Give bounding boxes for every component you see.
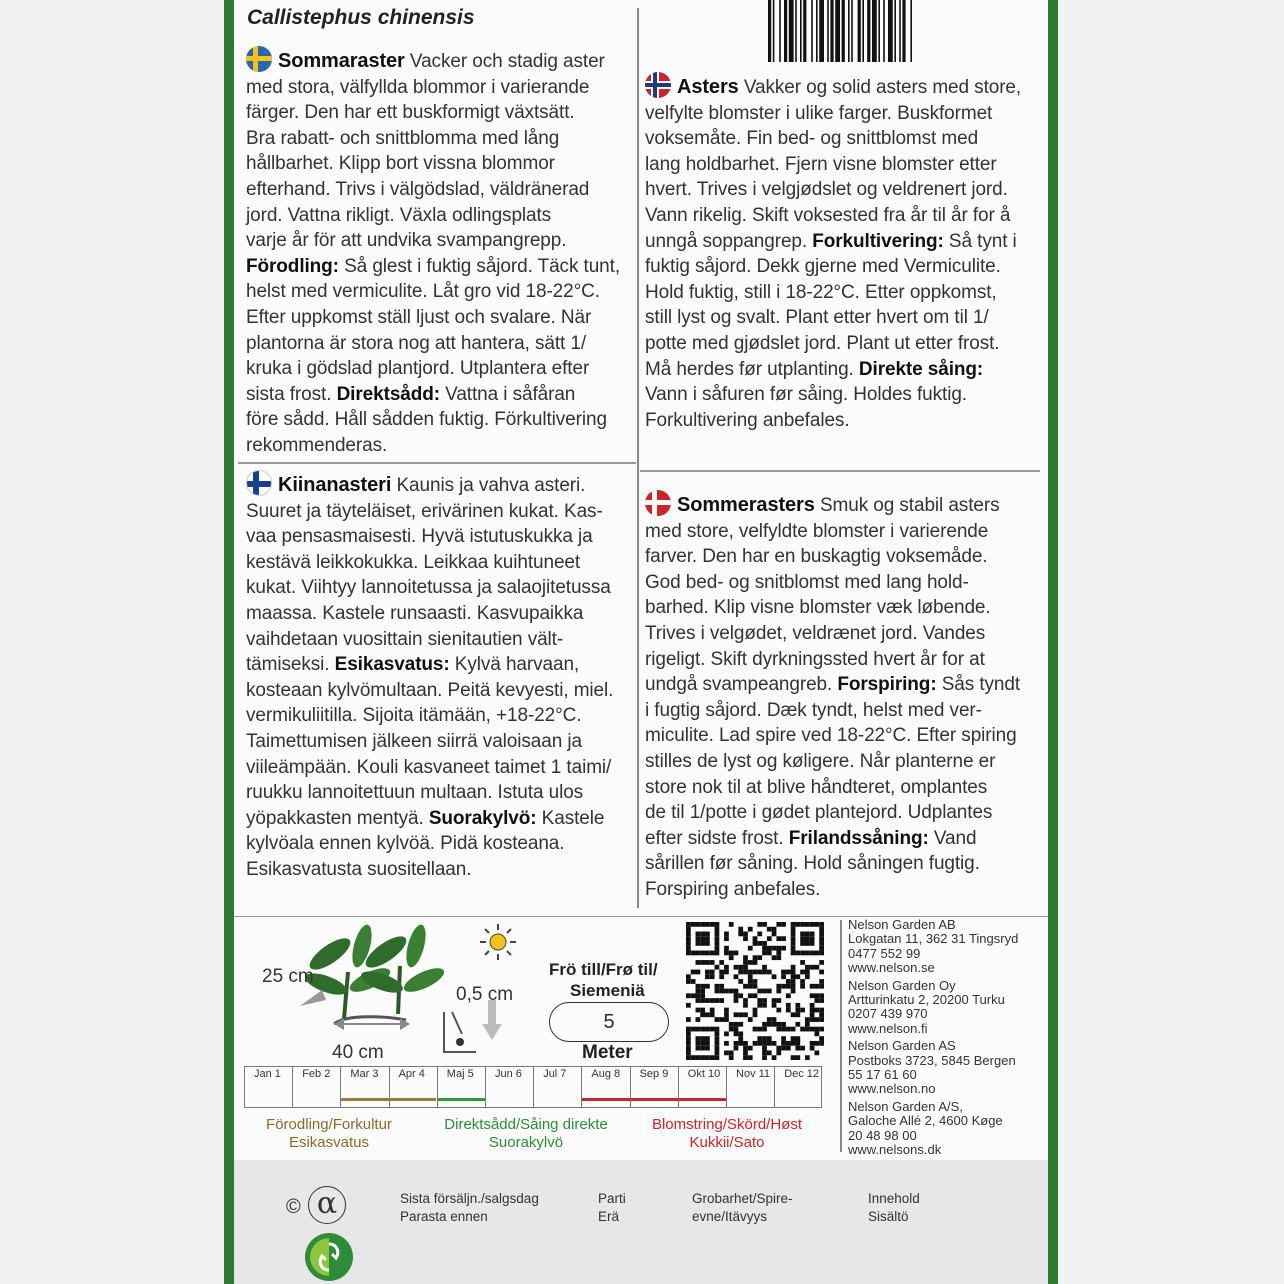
- company-website: www.nelsons.dk: [848, 1142, 942, 1158]
- footer-text: Sista försäljn./salgsdag: [400, 1191, 539, 1206]
- calendar-month: Sep 9: [639, 1068, 669, 1080]
- text-line: velfylte blomster i ulike farger. Buskformet: [645, 102, 993, 124]
- germination-label: [692, 1190, 793, 1226]
- calendar-separator: [581, 1066, 582, 1108]
- company-phone: 55 17 61 60: [848, 1067, 917, 1083]
- text-line: Så tynt i: [943, 230, 1017, 252]
- address-block: [848, 918, 1018, 976]
- text-line: yöpakkasten mentyä.: [246, 807, 429, 829]
- text-line: helst med vermiculite. Låt gro vid 18-22°C.: [246, 281, 600, 303]
- norwegian-flag-icon: [645, 72, 671, 98]
- text-line: i fugtig såjord. Dæk tyndt, helst med ver-: [645, 699, 982, 721]
- text-line: maassa. Kastele runsaasti. Kasvupaikka: [246, 602, 584, 624]
- section-title: Kiinanasteri: [278, 474, 392, 496]
- text-line: Forspiring anbefales.: [645, 878, 821, 900]
- sowing-depth-label: 0,5 cm: [456, 984, 514, 1005]
- text-line: de til 1/potte i gødet plantejord. Udplantes: [645, 802, 993, 824]
- calendar-month: Jun 6: [495, 1068, 522, 1080]
- section-title: Sommerasters: [677, 494, 815, 516]
- text-line: Hold fuktig, still i 18-22°C. Etter oppkomst,: [645, 281, 997, 303]
- sun-icon: [478, 922, 518, 962]
- section-title: Sommaraster: [278, 50, 405, 72]
- company-phone: 20 48 98 00: [848, 1127, 917, 1143]
- subheading: Forkultivering:: [812, 230, 944, 252]
- section-title: Asters: [677, 76, 739, 98]
- company-address: Artturinkatu 2, 20200 Turku: [848, 992, 1005, 1008]
- text-line: hvert. Trives i velgjødslet og veldrenert jord.: [645, 179, 1008, 201]
- calendar-month: Jan 1: [254, 1068, 281, 1080]
- text-line: före sådd. Håll sådden fuktig. Förkultivering: [246, 409, 607, 431]
- text-line: ruukku lannoitettuun multaan. Istuta ulos: [246, 782, 584, 804]
- text-line: rekommenderas.: [246, 434, 388, 456]
- text-line: Sås tyndt: [936, 674, 1021, 696]
- text-line: miculite. Lad spire ved 18-22°C. Efter spiring: [645, 725, 1017, 747]
- packet-footer: [234, 1160, 1048, 1284]
- section-divider-left: [238, 462, 636, 464]
- seed-unit-label: Meter: [582, 1042, 633, 1063]
- company-website: www.nelson.no: [848, 1081, 936, 1097]
- text-line: Trives i velgødet, veldrænet jord. Vandes: [645, 622, 986, 644]
- text-line: med store, velfyldte blomster i varierende: [645, 520, 989, 542]
- text-line: voksemåte. Fin bed- og snittblomst med: [645, 128, 979, 150]
- text-line: Efter uppkomst ställ ljust och svalare. När: [246, 306, 592, 328]
- footer-text: Erä: [598, 1209, 620, 1224]
- subheading: Frilandssåning:: [788, 827, 929, 849]
- text-line: efterhand. Trivs i välgödslad, väldränerad: [246, 178, 590, 200]
- calendar-separator: [678, 1066, 679, 1108]
- legend-indoor: [246, 1116, 412, 1152]
- text-line: fuktig såjord. Dekk gjerne med Vermiculite.: [645, 256, 1001, 278]
- address-block: [848, 1039, 1018, 1097]
- text-line: viileämpään. Kouli kasvaneet taimet 1 taimi/: [246, 756, 612, 778]
- text-line: efter sidste frost.: [645, 827, 789, 849]
- company-name: Nelson Garden AB: [848, 917, 956, 932]
- plant-height-label: 25 cm: [262, 966, 314, 987]
- swedish-flag-icon: [246, 46, 272, 72]
- calendar-separator: [726, 1066, 727, 1108]
- section-finnish: [246, 470, 638, 883]
- address-list: [848, 918, 1018, 1158]
- lot-label: [598, 1190, 626, 1226]
- sowing-calendar: [244, 1066, 824, 1110]
- section-norwegian: [645, 72, 1045, 433]
- text-line: Bra rabatt- och snittblomma med lång: [246, 127, 560, 149]
- green-dot-recycling-icon: [304, 1232, 354, 1282]
- calendar-separator: [485, 1066, 486, 1108]
- text-line: Kaunis ja vahva asteri.: [391, 475, 586, 496]
- legend-text: Förodling/Forkultur: [266, 1116, 392, 1133]
- text-line: Taimettumisen jälkeen siirrä valoisaan ja: [246, 730, 582, 752]
- text-line: Forkultivering anbefales.: [645, 409, 850, 431]
- company-address: Lokgatan 11, 362 31 Tingsryd: [848, 931, 1019, 947]
- text-line: Vann rikelig. Skift voksested fra år til år for å: [645, 204, 1011, 226]
- company-address: Galoche Allé 2, 4600 Køge: [848, 1113, 1003, 1129]
- subheading: Direkte såing:: [858, 358, 984, 380]
- calendar-separator: [774, 1066, 775, 1108]
- text-line: undgå svampeangreb.: [645, 674, 838, 696]
- calendar-month: Maj 5: [446, 1068, 474, 1080]
- text-line: potte med gjødslet jord. Plant ut etter frost.: [645, 332, 1000, 354]
- text-line: farver. Den har en buskagtig voksemåde.: [645, 546, 988, 568]
- legend-text: Esikasvatus: [288, 1134, 370, 1151]
- text-line: stilles de lyst og køligere. Når planterne er: [645, 750, 996, 772]
- finnish-flag-icon: [246, 470, 272, 496]
- calendar-month: Mar 3: [350, 1068, 379, 1080]
- text-line: kosteaan kylvömultaan. Peitä kevyesti, miel.: [246, 679, 614, 701]
- text-line: Vacker och stadig aster: [404, 51, 605, 72]
- text-line: plantorna är stora nog att hantera, sätt 1/: [246, 332, 587, 354]
- text-line: store nok til at blive håndteret, omplantes: [645, 776, 988, 798]
- text-line: Må herdes før utplanting.: [645, 358, 859, 380]
- company-website: www.nelson.fi: [848, 1020, 928, 1036]
- danish-flag-icon: [645, 490, 671, 516]
- green-border-right: [1048, 0, 1058, 1284]
- subheading: Förodling:: [246, 255, 339, 277]
- text-line: jord. Vattna rikligt. Växla odlingsplats: [246, 204, 552, 226]
- latin-name: Callistephus chinensis: [247, 6, 475, 29]
- subheading: Direktsådd:: [336, 383, 440, 405]
- company-name: Nelson Garden Oy: [848, 977, 956, 993]
- text-line: lang holdbarhet. Fjern visne blomster etter: [645, 153, 997, 175]
- calendar-separator: [630, 1066, 631, 1108]
- text-line: Vann i såfuren før såing. Holdes fuktig.: [645, 384, 967, 406]
- subheading: Suorakylvö:: [428, 807, 537, 829]
- text-line: varje år för att undvika svampangrepp.: [246, 230, 567, 252]
- footer-text: Innehold: [868, 1191, 920, 1206]
- seed-label-line1: Frö till/Frø til/: [549, 960, 658, 979]
- text-line: vermikuliitilla. Sijoita itämään, +18-22°C.: [246, 705, 582, 727]
- footer-text: evne/Itävyys: [692, 1209, 768, 1224]
- section-swedish: [246, 46, 638, 459]
- text-line: Kastele: [536, 807, 605, 829]
- text-line: kylvöala ennen kylvöä. Pidä kosteana.: [246, 833, 565, 855]
- calendar-separator: [389, 1066, 390, 1108]
- text-line: Vand: [928, 827, 977, 849]
- text-line: Smuk og stabil asters: [814, 495, 1000, 516]
- text-line: rigeligt. Skift dyrkningssted hvert år for at: [645, 648, 985, 670]
- company-phone: 0477 552 99: [848, 945, 921, 961]
- text-line: God bed- og snitblomst med lang hold-: [645, 571, 969, 593]
- subheading: Esikasvatus:: [334, 654, 450, 676]
- footer-text: Sisältö: [868, 1209, 909, 1224]
- text-line: kukat. Viihtyy lannoitetussa ja salaojitetussa: [246, 577, 611, 599]
- calendar-month: Jul 7: [543, 1068, 567, 1080]
- text-line: kestävä leikkokukka. Leikkaa kuihtuneet: [246, 551, 581, 573]
- company-phone: 0207 439 970: [848, 1006, 928, 1022]
- company-name: Nelson Garden A/S,: [848, 1098, 963, 1114]
- legend-text: Direktsådd/Såing direkte: [444, 1116, 608, 1133]
- calendar-month: Okt 10: [687, 1068, 721, 1080]
- text-line: still lyst og svalt. Plant etter hvert om til 1/: [645, 307, 989, 329]
- alpha-logo-icon: α: [308, 1186, 346, 1224]
- calendar-month: Feb 2: [302, 1068, 331, 1080]
- text-line: med stora, välfyllda blommor i varierande: [246, 76, 590, 98]
- footer-text: Parasta ennen: [400, 1209, 488, 1224]
- qr-code-image: [686, 922, 824, 1060]
- calendar-separator: [533, 1066, 534, 1108]
- subheading: Forspiring:: [837, 674, 937, 696]
- calendar-month: Apr 4: [398, 1068, 425, 1080]
- last-sale-label: [400, 1190, 539, 1226]
- seed-label-line2: Siemeniä: [570, 981, 645, 1000]
- text-line: Vattna i såfåran: [440, 383, 576, 405]
- text-line: färger. Den har ett buskformigt växtsätt.: [246, 102, 575, 124]
- legend-text: Blomstring/Skörd/Høst: [651, 1116, 803, 1133]
- company-website: www.nelson.se: [848, 960, 935, 976]
- text-line: unngå soppangrep.: [645, 230, 813, 252]
- text-line: Kylvä harvaan,: [449, 654, 580, 676]
- section-danish: [645, 490, 1045, 903]
- copyright-icon: ©: [286, 1196, 301, 1218]
- seed-amount-badge: 5: [549, 1002, 669, 1042]
- legend-bloom: [634, 1116, 820, 1152]
- calendar-bar-direct: [437, 1098, 485, 1101]
- address-block: [848, 979, 1018, 1037]
- text-line: sårillen før såning. Hold såningen fugtig.: [645, 853, 980, 875]
- legend-direct: [428, 1116, 624, 1152]
- green-border-left: [224, 0, 234, 1284]
- text-line: vaa pensasmaisesti. Hyvä istutuskukka ja: [246, 526, 593, 548]
- barcode-image: [764, 0, 1020, 62]
- contents-label: [868, 1190, 920, 1226]
- text-line: Suuret ja täyteläiset, erivärinen kukat. Kas-: [246, 500, 603, 522]
- legend-text: Suorakylvö: [488, 1134, 564, 1151]
- address-block: [848, 1100, 1018, 1158]
- text-line: Så glest i fuktig såjord. Täck tunt,: [338, 255, 621, 277]
- text-line: Vakker og solid asters med store,: [738, 77, 1022, 98]
- legend-text: Kukkii/Sato: [689, 1134, 765, 1151]
- company-name: Nelson Garden AS: [848, 1038, 956, 1054]
- text-line: tämiseksi.: [246, 654, 335, 676]
- text-line: Esikasvatusta suositellaan.: [246, 858, 472, 880]
- calendar-bar-bloom: [582, 1098, 726, 1101]
- calendar-month: Aug 8: [591, 1068, 621, 1080]
- calendar-separator: [340, 1066, 341, 1108]
- text-line: hållbarhet. Klipp bort vissna blommor: [246, 153, 555, 175]
- calendar-month: Nov 11: [736, 1068, 771, 1080]
- calendar-separator: [437, 1066, 438, 1108]
- company-address: Postboks 3723, 5845 Bergen: [848, 1052, 1016, 1068]
- address-divider: [840, 920, 842, 1152]
- text-line: sista frost.: [246, 383, 337, 405]
- plant-spacing-label: 40 cm: [332, 1042, 384, 1063]
- calendar-separator: [292, 1066, 293, 1108]
- text-line: vaihdetaan vuosittain sienitautien vält-: [246, 628, 564, 650]
- text-line: barhed. Klip visne blomster væk løbende.: [645, 597, 991, 619]
- section-divider-right: [640, 470, 1040, 472]
- footer-text: Parti: [598, 1191, 626, 1206]
- text-line: kruka i gödslad plantjord. Utplantera efter: [246, 358, 590, 380]
- calendar-month: Dec 12: [784, 1068, 820, 1080]
- footer-text: Grobarhet/Spire-: [692, 1191, 793, 1206]
